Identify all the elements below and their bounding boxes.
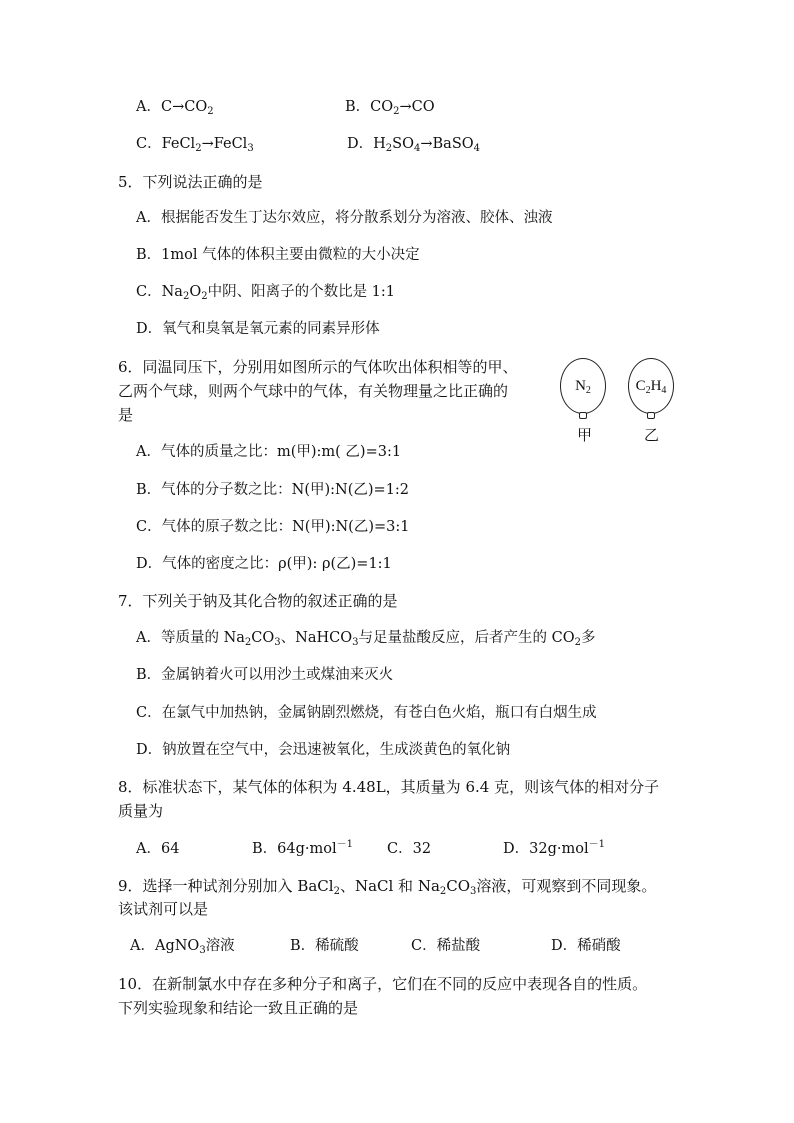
balloon-c2h4: $C_2H_4$ xyxy=(628,358,674,414)
q8-option-b: B．64g·mol$^{-1}$ xyxy=(252,839,353,857)
q4-option-d: D．$H_2SO_4\to BaSO_4$ xyxy=(347,136,481,154)
q5-stem: 5．下列说法正确的是 xyxy=(118,173,263,191)
q4-option-c: C．FeCl$_2$→FeCl$_3$ xyxy=(136,136,254,154)
q6-stem-line2: 乙两个气球，则两个气球中的气体，有关物理量之比正确的 xyxy=(118,382,509,400)
q6-stem-line3: 是 xyxy=(118,406,134,424)
q4-option-b: B．$CO_2\to CO$ xyxy=(345,99,435,117)
q7-option-c: C．在氯气中加热钠，金属钠剧烈燃烧，有苍白色火焰，瓶口有白烟生成 xyxy=(136,705,597,721)
q10-stem-line1: 10．在新制氯水中存在多种分子和离子，它们在不同的反应中表现各自的性质。 xyxy=(118,975,648,993)
q9-option-d: D．稀硝酸 xyxy=(551,938,621,954)
q5-option-a: A．根据能否发生丁达尔效应，将分散系划分为溶液、胶体、浊液 xyxy=(136,210,553,226)
q9-option-b: B．稀硫酸 xyxy=(290,938,359,954)
balloon-n2: $N_2$ xyxy=(560,358,606,414)
q10-stem-line2: 下列实验现象和结论一致且正确的是 xyxy=(118,999,359,1017)
q7-option-a: A．等质量的 $Na_2CO_3$、NaHCO$_3$与足量盐酸反应，后者产生的 $CO_2$多 xyxy=(136,630,596,648)
q8-stem-line1: 8．标准状态下，某气体的体积为 4.48L，其质量为 6.4 克，则该气体的相对分子 xyxy=(118,778,660,796)
q6-stem-line1: 6．同温同压下，分别用如图所示的气体吹出体积相等的甲、 xyxy=(118,358,518,376)
q9-option-c: C．稀盐酸 xyxy=(411,938,481,954)
q5-option-b: B．1mol 气体的体积主要由微粒的大小决定 xyxy=(136,247,420,263)
q7-option-d: D．钠放置在空气中，会迅速被氧化，生成淡黄色的氧化钠 xyxy=(136,742,511,758)
balloon-caption-jia: 甲 xyxy=(577,426,593,444)
q8-option-a: A．64 xyxy=(136,841,180,857)
q9-stem-line2: 该试剂可以是 xyxy=(118,900,209,918)
balloon-knot-icon xyxy=(647,412,655,419)
q5-option-d: D．氧气和臭氧是氧元素的同素异形体 xyxy=(136,321,380,337)
q9-stem-line1: 9．选择一种试剂分别加入 BaCl$_2$、NaCl 和 $Na_2CO_3$溶液，可观察到不同现象。 xyxy=(118,877,657,897)
q7-stem: 7．下列关于钠及其化合物的叙述正确的是 xyxy=(118,592,398,610)
q6-option-b: B．气体的分子数之比：N(甲):N(乙)=1:2 xyxy=(136,482,410,498)
q6-option-c: C．气体的原子数之比：N(甲):N(乙)=3:1 xyxy=(136,519,410,535)
q6-option-d: D．气体的密度之比：ρ(甲): ρ(乙)=1:1 xyxy=(136,556,392,572)
q4-option-a: A．$C\to CO_2$ xyxy=(136,99,214,117)
q8-stem-line2: 质量为 xyxy=(118,802,164,820)
balloon-knot-icon xyxy=(579,412,587,419)
q9-option-a: A．AgNO$_3$溶液 xyxy=(130,938,235,956)
q8-option-c: C．32 xyxy=(387,841,432,857)
balloon-caption-yi: 乙 xyxy=(644,426,660,444)
q7-option-b: B．金属钠着火可以用沙土或煤油来灭火 xyxy=(136,667,394,683)
q8-option-d: D．32g·mol$^{-1}$ xyxy=(503,839,605,857)
q6-option-a: A．气体的质量之比：m(甲):m( 乙)=3:1 xyxy=(136,444,402,460)
q5-option-c: C．$Na_2O_2$中阴、阳离子的个数比是 1:1 xyxy=(136,284,396,302)
